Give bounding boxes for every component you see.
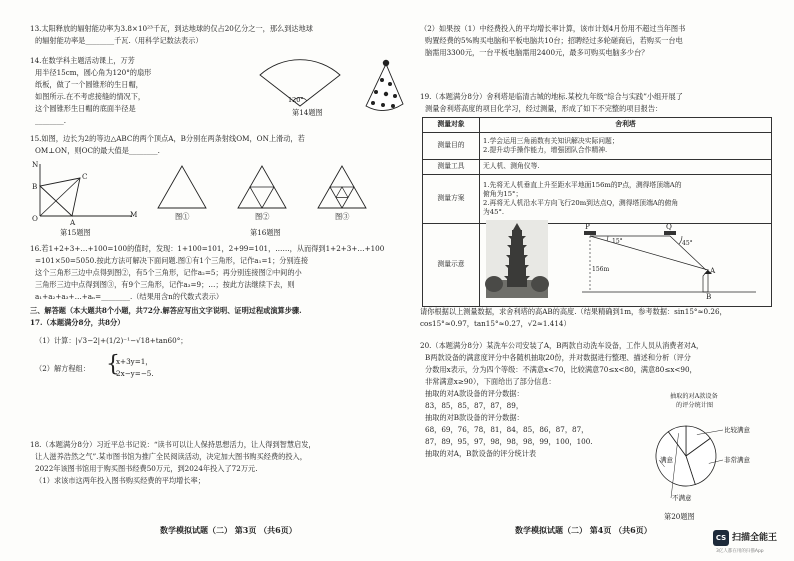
pagoda-photo xyxy=(486,220,548,298)
q15-line-2: OM⊥ON，则OC的最大值是________. xyxy=(35,146,160,155)
table-header-row xyxy=(423,118,772,133)
fig19-label-Q: Q xyxy=(666,222,672,231)
q18-line-3: 2022年该图书馆用于购买图书经费50万元，到2024年投入了72万元. xyxy=(35,464,258,473)
q13-line-2: 的辐射能功率是________千瓦.（用科学记数法表示） xyxy=(35,36,203,45)
q19-line-1: 19.（本题满分8分）舍利塔是临清古城的地标.某校九年级“综合与实践”小组开展了 xyxy=(420,92,683,101)
table-row-value: 1.学会运用三角函数有关知识解决实际问题； 2.提升动手操作能力，增强团队合作精神. xyxy=(480,133,772,160)
q18-line-4: （1）求该市这两年投入图书购买经费的平均增长率； xyxy=(35,476,205,485)
table-row-label: 测量示意 xyxy=(423,224,480,307)
table-header-cell: 舍利塔 xyxy=(480,118,772,133)
q16-line-5: a₁+a₂+a₃+…+aₙ=________.（结果用含n的代数式表示） xyxy=(35,292,224,301)
pie-title-1: 抽取的对A款设备 xyxy=(670,393,718,400)
camscanner-logo: CS xyxy=(713,530,729,546)
q16-line-1: 16.若1+2+3+…+100=100的值时，发现：1+100=101，2+99=101，……，从而得到1+2+3+…+100 xyxy=(30,244,385,253)
fig19-angle-45: 45° xyxy=(682,240,693,247)
fig16-diagram xyxy=(150,162,390,214)
measurement-diagram xyxy=(580,222,760,296)
table-row-label: 测量工具 xyxy=(423,160,480,175)
camscanner-tagline: 3亿人都在用的扫描App xyxy=(716,549,764,554)
pie-slice-label: 不满意 xyxy=(672,494,692,502)
fig15-caption: 第15题图 xyxy=(60,228,91,237)
table-row-label: 测量目的 xyxy=(423,133,480,160)
q17-part-2-label: （2）解方程组： xyxy=(35,364,90,373)
q20-line-5: 抽取的对A款设备的评分数据： xyxy=(425,389,524,398)
q16-line-2: =101×50=5050.按此方法可解决下面问题.图①有1个三角形，记作a₁=1；分别连接 xyxy=(35,256,309,265)
fig19-label-A: A xyxy=(710,266,716,275)
table-row xyxy=(423,175,772,224)
pie-chart xyxy=(652,410,762,510)
q17-eq-1: x+3y=1， xyxy=(116,357,153,366)
fig15-diagram xyxy=(32,160,142,222)
q20-line-7: 抽取的对B款设备的评分数据： xyxy=(425,413,524,422)
q19-ask-line-2: cos15°≈0.97，tan15°≈0.27，√2≈1.414） xyxy=(420,319,571,328)
q18-2-line-2: 购置经费的5%购买电脑和平板电脑共10台；招聘经过多轮磋商后，若购买一台电 xyxy=(425,36,683,45)
fig14-caption: 第14题图 xyxy=(292,108,323,117)
q18-2-line-3: 脑需用3300元，一台平板电脑需用2400元，最多可购买电脑多少台？ xyxy=(425,48,649,57)
q20-line-8: 68，69，76，78，81，84，85，86，87，87， xyxy=(425,425,589,434)
fig15-label-M: M xyxy=(130,210,138,219)
table-row-label: 测量方案 xyxy=(423,175,480,224)
q14-line-2: 用半径15cm，圆心角为120°的扇形 xyxy=(35,68,152,77)
fig16-sub-1: 图① xyxy=(175,212,190,221)
q17-part-1: （1）计算：|√3−2|+(1/2)⁻¹−√18+tan60°； xyxy=(35,336,188,345)
q16-line-3: 这个三角形三边中点得到图②，有5个三角形，记作a₂=5；再分别连接图②中间的小 xyxy=(35,268,302,277)
fig20-caption: 第20题图 xyxy=(664,512,695,521)
fig16-sub-2: 图② xyxy=(255,212,270,221)
table-row-value: 无人机、测角仪等. xyxy=(480,160,772,175)
fig15-label-B: B xyxy=(32,182,38,191)
left-footer: 数学模拟试题（二） 第3页 （共6页） xyxy=(160,525,297,535)
q20-line-3: 分数用x表示，分为四个等级：不满意x<70，比较满意70≤x<80，满意80≤x<90， xyxy=(425,365,697,374)
fig19-height: 156m xyxy=(592,266,610,273)
right-footer: 数学模拟试题（二） 第4页 （共6页） xyxy=(515,525,652,535)
q20-line-6: 83，85，85，87，87，89， xyxy=(425,401,524,410)
q19-line-2: 测量舍利塔高度的项目化学习，经过测量，形成了如下不完整的项目报告： xyxy=(425,104,663,113)
fig14-party-hat xyxy=(362,58,407,118)
q14-line-5: 这个圆锥形生日帽的底面半径是 xyxy=(35,104,136,113)
table-row xyxy=(423,133,772,160)
fig16-sub-3: 图③ xyxy=(335,212,350,221)
fig15-label-N: N xyxy=(32,160,39,169)
table-row xyxy=(423,160,772,175)
fig15-label-A: A xyxy=(70,218,76,227)
q20-line-9: 87，89，95，97，98，98，98，99，100，100. xyxy=(425,437,593,446)
q18-line-1: 18.（本题满分8分）习近平总书记说：“读书可以让人保持思想活力，让人得到智慧启发， xyxy=(30,440,316,449)
fig19-label-B: B xyxy=(706,292,712,301)
fig19-label-P: P xyxy=(585,222,590,231)
q17-heading: 17.（本题满分8分，共8分） xyxy=(30,318,125,327)
pie-slice-label: 满意 xyxy=(660,456,673,464)
pie-slice-label: 比较满意 xyxy=(724,426,750,434)
fig15-label-O: O xyxy=(32,214,38,223)
q18-2-line-1: （2）如果按（1）中经费投入的平均增长率计算，该市计划4月份用不超过当年图书 xyxy=(420,24,686,33)
fig14-angle-label: 120° xyxy=(288,96,304,104)
q20-line-2: B两款设备的满意度评分中各随机抽取20份，并对数据进行整理、描述和分析（评分 xyxy=(425,353,691,362)
table-header-cell: 测量对象 xyxy=(423,118,480,133)
q20-line-10: 抽取的对A，B款设备的评分统计表 xyxy=(425,449,537,458)
fig19-angle-15: 15° xyxy=(612,238,623,245)
left-page xyxy=(30,0,402,561)
q17-eq-2: 2x−y=−5. xyxy=(116,369,154,378)
q14-line-6: ________. xyxy=(35,116,67,125)
right-page xyxy=(420,0,774,561)
q19-ask-line-1: 请你根据以上测量数据，求舍利塔的高AB的高度.（结果精确到1m，参考数据：sin15°≈0.26， xyxy=(420,307,727,316)
fig15-label-C: C xyxy=(82,172,88,181)
q20-line-1: 20.（本题满分8分）某洗车公司安装了A，B两款自动洗车设备，工作人员从消费者对A， xyxy=(420,341,704,350)
q18-line-2: 让人滋养浩然之气”.某市图书馆为推广全民阅读活动，决定加大图书购买经费的投入， xyxy=(35,452,307,461)
pie-title-2: 的评分统计图 xyxy=(676,402,714,409)
pie-slice-label: 非常满意 xyxy=(724,456,750,464)
q13-line-1: 13.太阳释放的辐射能功率为3.8×10²³千瓦，到达地球的仅占20亿分之一，那么到达地球 xyxy=(30,24,313,33)
q14-line-3: 纸板，做了一个圆锥形的生日帽， xyxy=(35,80,143,89)
q14-line-1: 14.在数学科主题活动课上，万芳 xyxy=(30,56,135,65)
q16-line-4: 三角形三边中点得到图③，有9个三角形，记作a₃=9；…；按此方法继续下去，则 xyxy=(35,280,295,289)
system-brace: { xyxy=(106,352,120,377)
q14-line-4: 如图所示.在不考虑接缝的情况下， xyxy=(35,92,146,101)
camscanner-name: 扫描全能王 xyxy=(732,533,778,543)
q15-line-1: 15.如图，边长为2的等边△ABC的两个顶点A，B分别在两条射线OM，ON上滑动，若 xyxy=(30,134,305,143)
table-row-value: 1.先将无人机垂直上升至距水平地面156m的P点，测得塔顶端A的 俯角为15°； 2.再将无人机沿水平方向飞行20m到达点Q，测得塔顶端A的俯角 为45°. xyxy=(480,175,772,224)
section-3-heading: 三、解答题（本大题共8个小题，共72分.解答应写出文字说明、证明过程或演算步骤. xyxy=(30,306,302,315)
q20-line-4: 非常满意x≥90），下面给出了部分信息： xyxy=(425,377,556,386)
fig16-caption: 第16题图 xyxy=(250,228,281,237)
